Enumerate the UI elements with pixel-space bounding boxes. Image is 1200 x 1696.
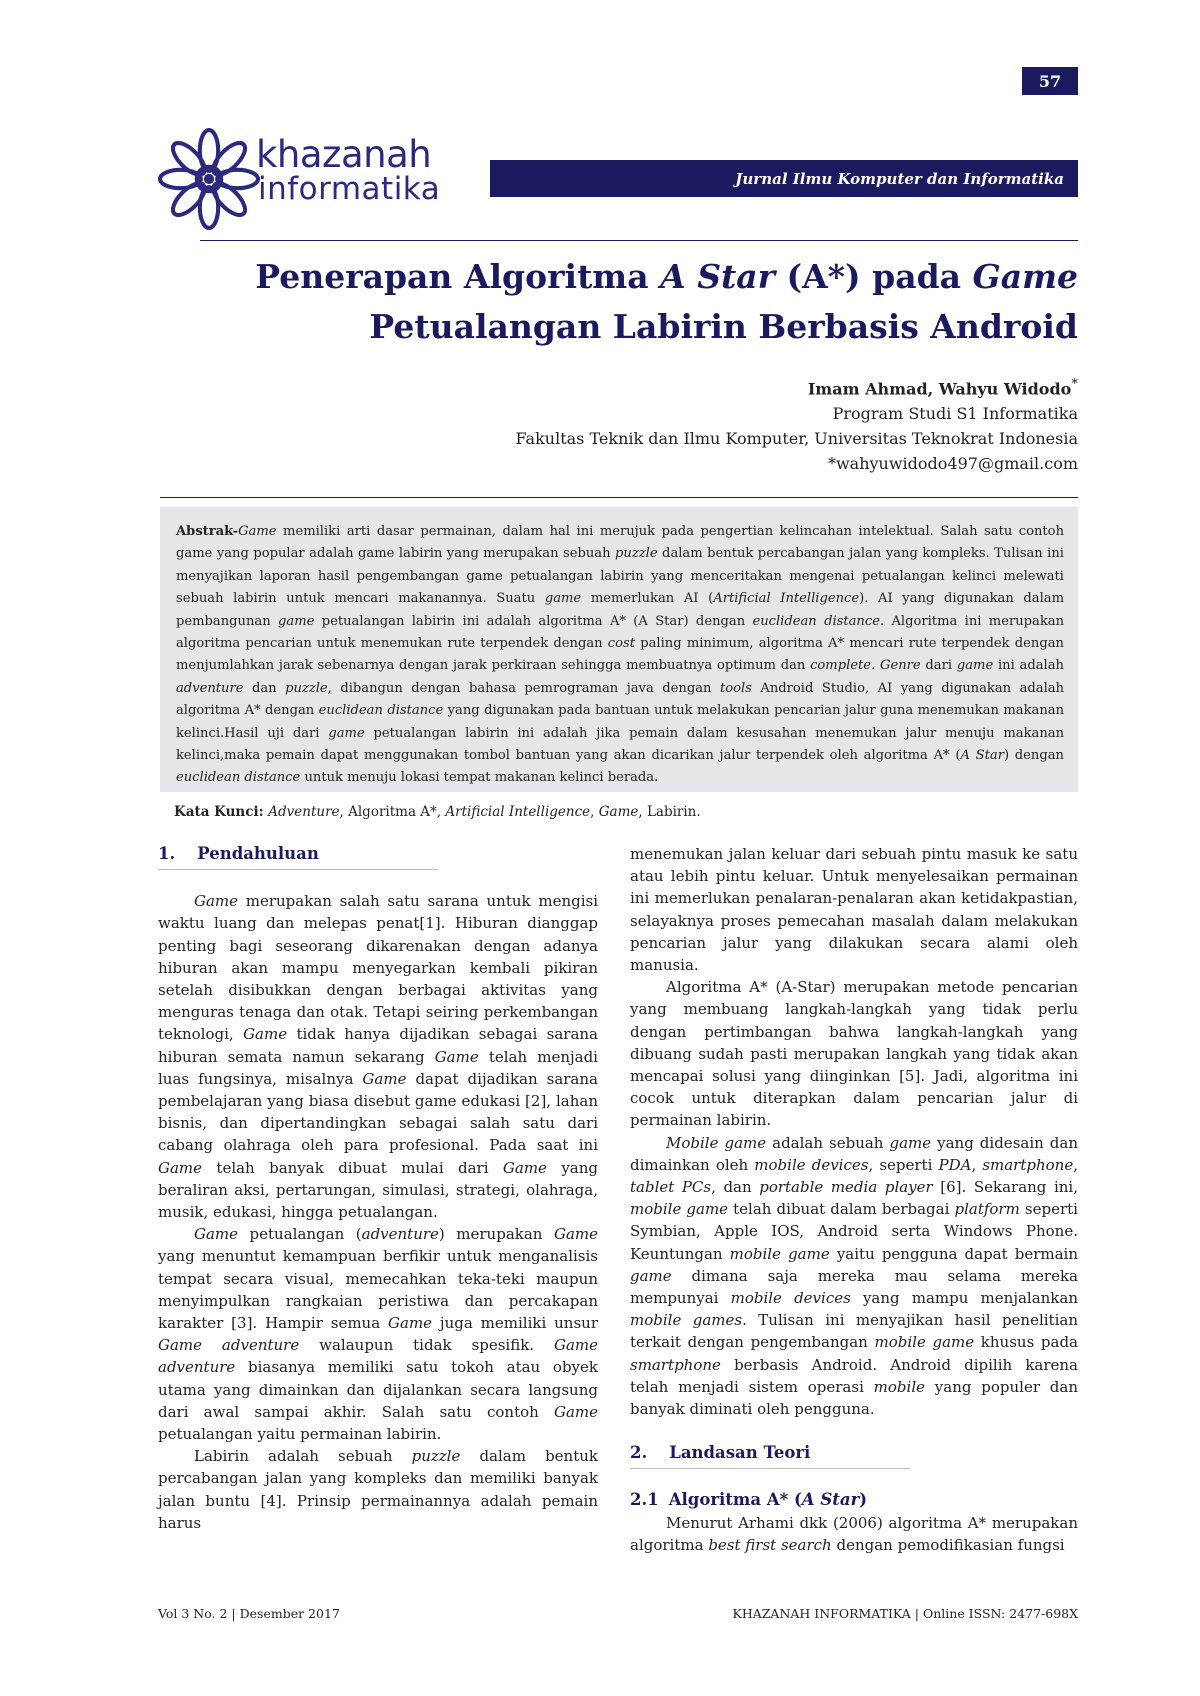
section-title: Landasan Teori — [669, 1443, 811, 1463]
abstract-text: euclidean distance — [318, 703, 444, 719]
paragraph — [630, 976, 1078, 1131]
title-text: A Star — [660, 257, 776, 296]
abstract-text: Artificial Intelligence — [713, 591, 860, 607]
abstract-text: Genre — [880, 658, 921, 674]
abstract-text: , dibangun dengan bahasa pemrograman java dengan — [327, 680, 720, 696]
author-names: Imam Ahmad, Wahyu Widodo — [807, 379, 1072, 399]
paragraph-text: dengan pemodifikasian fungsi — [831, 1535, 1065, 1554]
paragraph-text: khusus pada — [974, 1333, 1079, 1352]
author-block — [500, 372, 1078, 476]
paragraph-text: yaitu pengguna dapat bermain — [829, 1244, 1079, 1263]
footer-journal — [640, 1606, 1078, 1621]
paragraph-text: Game — [553, 1225, 598, 1244]
abstract-text: game — [328, 725, 365, 741]
paragraph-text: Game — [158, 1158, 203, 1177]
section-heading — [158, 843, 598, 865]
paragraph — [630, 1512, 1078, 1556]
abstract-label: Abstrak- — [176, 524, 239, 539]
paragraph-text: yang populer dan banyak diminati oleh pengguna. — [630, 1377, 1078, 1419]
abstract-text: Game — [238, 524, 277, 539]
author-affiliation: Fakultas Teknik dan Ilmu Komputer, Universitas Teknokrat Indonesia — [515, 429, 1078, 449]
title-text: Petualangan Labirin Berbasis Android — [369, 307, 1078, 346]
paragraph-text: walaupun tidak spesifik. — [299, 1336, 554, 1355]
keywords — [174, 804, 1074, 820]
section-heading — [630, 1442, 1078, 1464]
paragraph-text: mobile game — [729, 1244, 830, 1263]
paragraph-text: ) merupakan — [438, 1225, 554, 1244]
abstract-text: dan — [243, 680, 286, 696]
paragraph-text: mobile games — [630, 1311, 743, 1330]
abstract-text: ). AI yang digunakan dalam pembangunan — [176, 591, 1064, 629]
paragraph-text: yang beraliran aksi, pertarungan, simulasi, strategi, olahraga, musik, edukasi, hingga petualangan. — [158, 1158, 598, 1222]
paragraph-text: telah menjadi luas fungsinya, misalnya — [158, 1047, 598, 1088]
paragraph-text: seperti Symbian, Apple IOS, Android serta Windows Phone. Keuntungan — [630, 1200, 1078, 1263]
paragraph-text: Game adventure — [158, 1336, 300, 1355]
paragraph-text: Game adventure — [158, 1336, 598, 1377]
paragraph-text: telah dibuat dalam berbagai — [728, 1200, 955, 1219]
abstract-text: tools — [719, 680, 752, 696]
keyword: , — [590, 804, 599, 820]
journal-logo — [158, 128, 458, 228]
corresponding-marker: * — [1071, 377, 1078, 392]
logo-word-informatika: informatika — [258, 171, 441, 207]
abstract-text: Android Studio, AI yang digunakan adalah algoritma A* dengan — [176, 680, 1065, 719]
footer-separator: | — [910, 1606, 923, 1621]
paragraph-text: platform — [954, 1200, 1020, 1219]
paragraph-text: adventure — [361, 1225, 439, 1244]
abstract-text: complete — [810, 658, 872, 674]
paragraph-text: telah banyak dibuat mulai dari — [202, 1158, 503, 1177]
paragraph-text: mobile devices — [754, 1155, 869, 1174]
abstract-box — [160, 507, 1078, 792]
abstract-text: memerlukan AI ( — [581, 591, 714, 607]
journal-name-banner: Jurnal Ilmu Komputer dan Informatika — [490, 160, 1078, 197]
paragraph-text: dimana saja mereka mau selama mereka mempunyai — [630, 1266, 1078, 1308]
abstract-text: cost — [607, 636, 635, 652]
paragraph-text: Mobile game — [666, 1133, 767, 1152]
abstract-text: ) dengan — [1003, 748, 1064, 764]
paragraph-text: Labirin adalah sebuah — [194, 1447, 412, 1466]
paragraph — [630, 1132, 1078, 1421]
subsection-heading — [630, 1489, 1078, 1511]
left-column — [158, 843, 598, 1534]
paragraph-text: yang didesain dan dimainkan oleh — [630, 1133, 1078, 1174]
paragraph-text: Game — [502, 1158, 547, 1177]
subsection-title: A Star — [801, 1490, 860, 1510]
paragraph-text: yang menuntut kemampuan berfikir untuk menganalisis tempat secara visual, memecahkan teka-teki maupun menyimpulkan rangkaian peristiwa dan percakapan karakter [3]. Hampir semua — [158, 1247, 598, 1333]
abstract-rule — [160, 497, 1078, 498]
paragraph-text: Algoritma A* (A-Star) merupakan metode pencarian yang membuang langkah-langkah yang tidak perlu dengan pertimbangan bahwa langkah-langkah yang dibuang sudah pasti merupakan langkah yang tidak akan mencapai solusi yang diinginkan [5]. Jadi, algoritma ini cocok untuk diterapkan dalam pencarian jalur di permainan labirin. — [630, 978, 1078, 1130]
abstract-text: puzzle — [285, 680, 328, 696]
paragraph-text: Game — [194, 892, 239, 911]
paragraph-text: [6]. Sekarang ini, — [932, 1178, 1078, 1197]
paragraph-text: tablet PCs — [630, 1178, 712, 1197]
abstract-text: euclidean distance — [752, 613, 880, 629]
paragraph-text: mobile game — [630, 1200, 729, 1219]
paragraph-text: biasanya memiliki satu tokoh atau obyek utama yang dimainkan dan dijalankan secara langsung dari awal sampai akhir. Salah satu contoh — [158, 1358, 598, 1421]
paragraph-text: Menurut Arhami dkk (2006) algoritma A* merupakan algoritma — [630, 1513, 1078, 1554]
paragraph-text: menemukan jalan keluar dari sebuah pintu masuk ke satu atau lebih pintu keluar. Untuk menyelesaikan permainan ini memerlukan penalaran-penalaran akan ketidakpastian, selayaknya proses pemecahan masalah dalam melakukan pencarian jalur yang dilakukan secara alami oleh manusia. — [630, 845, 1078, 975]
paragraph-text: best first search — [708, 1535, 832, 1554]
paragraph-text: dalam bentuk percabangan jalan yang kompleks dan memiliki banyak jalan buntu [4]. Prinsip permainannya adalah pemain harus — [158, 1447, 598, 1532]
abstract-text: . Algoritma ini merupakan algoritma pencarian untuk menemukan rute terpendek dengan — [176, 613, 1065, 652]
paragraph-text: mobile game — [874, 1333, 975, 1352]
section-number: 1. — [158, 844, 176, 863]
abstract-text: dalam bentuk percabangan jalan yang kompleks. Tulisan ini menyajikan laporan hasil pengembangan game petualangan labirin yang menceritakan mengenai petualangan kelinci melewati sebuah labirin untuk mencari makanannya. Suatu — [176, 546, 1064, 607]
abstract-text: yang digunakan pada bantuan untuk melakukan pencarian jalur guna menemukan makanan kelinci.Hasil uji dari — [176, 703, 1065, 741]
paragraph-text: , seperti — [868, 1155, 939, 1174]
paragraph-text: Game — [194, 1225, 239, 1244]
author-email[interactable]: *wahyuwidodo497@gmail.com — [827, 454, 1078, 474]
paragraph-text: merupakan salah satu sarana untuk mengisi waktu luang dan melepas penat[1]. Hiburan dianggap penting bagi seseorang dikarenakan dengan adanya hiburan akan mampu menyegarkan kembali pikiran setelah disibukkan dengan berbagai aktivitas yang menguras tenaga dan otak. Tetapi seiring perkembangan teknologi, — [158, 892, 598, 1044]
paragraph-text: puzzle — [411, 1447, 461, 1466]
paragraph-text: adalah sebuah — [766, 1133, 890, 1152]
paragraph-text: game — [889, 1133, 932, 1152]
paragraph-text: Game — [243, 1025, 288, 1044]
paragraph-text: game — [630, 1266, 672, 1285]
abstract-text: petualangan labirin ini adalah algoritma A* (A Star) dengan — [314, 613, 753, 629]
paragraph-text: yang mampu menjalankan — [850, 1289, 1079, 1308]
paragraph-text: Game — [434, 1047, 479, 1066]
footer-journal-name: KHAZANAH INFORMATIKA — [732, 1606, 911, 1621]
paragraph — [158, 1223, 598, 1445]
paragraph-text: petualangan ( — [238, 1225, 362, 1244]
paragraph-text: PDA — [938, 1155, 972, 1174]
abstract-text: petualangan labirin ini adalah jika pemain dalam kesusahan menemukan jalur menuju makanan kelinci,maka pemain dapat menggunakan tombol bantuan yang akan dicarikan jalur terpendek oleh algoritma A* ( — [176, 725, 1065, 764]
paragraph — [630, 843, 1078, 976]
abstract-text: game — [278, 613, 315, 629]
paragraph-text: smartphone — [630, 1355, 721, 1374]
paragraph-text: dapat dijadikan sarana pembelajaran yang biasa disebut game edukasi [2], lahan bisnis, dan dipertandingkan sebagai salah satu dari cabang olahraga oleh para profesional. Pada saat ini — [158, 1069, 598, 1155]
abstract-text: ini adalah — [993, 658, 1064, 674]
paragraph-text: berbasis Android. Android dipilih karena telah menjadi sistem operasi — [630, 1355, 1078, 1396]
footer-issn: Online ISSN: 2477-698X — [922, 1606, 1078, 1621]
abstract-text: untuk menuju lokasi tempat makanan kelinci berada. — [300, 770, 659, 786]
paragraph-text: portable media player — [759, 1178, 933, 1197]
paragraph-text: petualangan yaitu permainan labirin. — [158, 1425, 442, 1444]
title-text: Penerapan Algoritma — [255, 257, 661, 296]
paragraph-text: mobile devices — [730, 1289, 851, 1308]
keyword: , Algoritma A*, — [339, 804, 446, 820]
abstract-text: dari — [920, 658, 957, 674]
abstract-text: euclidean distance — [176, 770, 301, 786]
subsection-title: Algoritma A* ( — [668, 1490, 802, 1510]
logo-word-khazanah: khazanah — [256, 133, 432, 176]
keyword: , Labirin. — [638, 804, 701, 820]
subsection-title: ) — [859, 1490, 868, 1510]
title-text: Game — [972, 257, 1078, 296]
right-column — [630, 843, 1078, 1556]
abstract-text: . — [871, 658, 880, 674]
paragraph-text: , — [1073, 1155, 1078, 1174]
abstract-text: adventure — [176, 680, 244, 696]
paragraph-text: tidak hanya dijadikan sebagai sarana hiburan semata namun sekarang — [158, 1025, 599, 1066]
header-rule — [200, 240, 1078, 241]
keyword: Adventure — [268, 804, 340, 820]
subsection-number: 2.1 — [630, 1490, 659, 1510]
star-ornament-icon — [158, 128, 260, 230]
abstract-text: game — [956, 658, 994, 674]
paragraph-text: smartphone — [982, 1155, 1074, 1174]
paragraph-text: . Tulisan ini menyajikan hasil penelitian terkait dengan pengembangan — [630, 1311, 1078, 1352]
section-number: 2. — [630, 1443, 648, 1463]
section-rule — [630, 1468, 910, 1469]
paragraph-text: Game — [362, 1069, 407, 1088]
paragraph-text: mobile — [873, 1377, 925, 1396]
keyword: Game — [598, 804, 639, 820]
abstract-text: A Star — [960, 748, 1004, 764]
section-rule — [158, 869, 438, 870]
paragraph-text: juga memiliki unsur — [432, 1314, 598, 1333]
keyword: Artificial Intelligence — [445, 804, 591, 820]
abstract-text: memiliki arti dasar permainan, dalam hal ini merujuk pada pengertian kelincahan intelektual. Salah satu contoh game yang popular adalah game labirin yang merupakan sebuah — [176, 524, 1064, 562]
paragraph — [158, 890, 598, 1223]
abstract-text: puzzle — [615, 546, 658, 562]
page-number: 57 — [1022, 67, 1078, 95]
abstract-text: paling minimum, algoritma A* mencari rute terpendek dengan menjumlahkan jarak sebenarnya dengan jarak perkiraan sehingga membuatnya optimum dan — [176, 636, 1064, 674]
abstract-text: game — [544, 591, 582, 607]
section-title: Pendahuluan — [197, 844, 319, 863]
paragraph-text: Game — [388, 1314, 433, 1333]
paragraph-text: Game — [553, 1402, 598, 1421]
author-program: Program Studi S1 Informatika — [832, 404, 1078, 424]
paragraph — [158, 1445, 598, 1534]
paragraph-text: , dan — [711, 1178, 760, 1197]
footer-volume: Vol 3 No. 2 | Desember 2017 — [158, 1606, 340, 1621]
keywords-label: Kata Kunci: — [174, 804, 269, 820]
title-text: (A*) pada — [775, 257, 973, 296]
paragraph-text: , — [971, 1155, 983, 1174]
paper-title — [200, 252, 1078, 352]
